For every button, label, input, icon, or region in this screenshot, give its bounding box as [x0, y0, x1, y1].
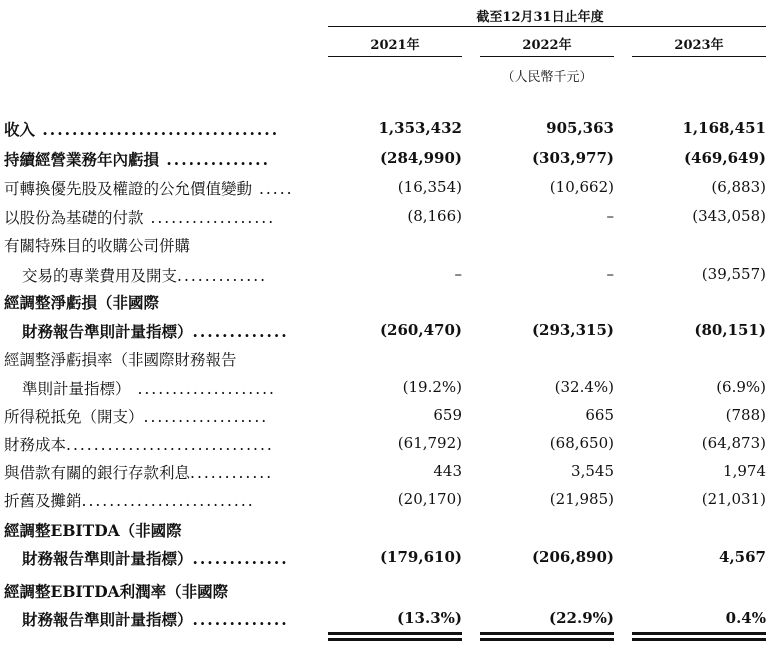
- year-rule-2023: [632, 56, 766, 57]
- row-label-net-loss: 持續經營業務年內虧損 ..............: [4, 150, 270, 169]
- row-label-bank-deposit-interest: 與借款有關的銀行存款利息............: [4, 464, 274, 482]
- row-value-spac-fees-2023: (39,557): [701, 265, 766, 283]
- row-label-spac-fees-line2: 交易的專業費用及開支.............: [22, 267, 268, 285]
- row-label-adjusted-ebitda-margin-line2: 財務報告準則計量指標）.............: [22, 610, 289, 629]
- period-header-rule: [328, 26, 766, 27]
- row-label-adjusted-net-loss-rate-line2: 準則計量指標） ....................: [22, 380, 276, 398]
- row-value-net-loss-2023: (469,649): [683, 149, 766, 167]
- period-header: 截至12月31日止年度: [476, 10, 604, 25]
- row-label-depreciation: 折舊及攤銷.........................: [4, 492, 255, 510]
- unit-label: （人民幣千元）: [501, 70, 593, 85]
- row-value-income-tax-2023: (788): [725, 406, 766, 424]
- row-value-share-based-payment-2022: –: [606, 207, 614, 225]
- row-label-spac-fees-line1: 有關特殊目的收購公司併購: [4, 237, 191, 255]
- row-value-bank-deposit-interest-2021: 443: [433, 462, 462, 480]
- total-rule-2021-bottom: [328, 638, 462, 641]
- year-header-2022: 2022年: [522, 38, 572, 53]
- row-value-adjusted-ebitda-margin-2023: 0.4%: [725, 609, 766, 627]
- row-value-adjusted-net-loss-rate-2022: (32.4%): [554, 378, 614, 396]
- row-label-revenue: 收入 ................................: [4, 120, 280, 139]
- year-rule-2021: [328, 56, 462, 57]
- row-value-depreciation-2023: (21,031): [701, 490, 766, 508]
- total-rule-2022-bottom: [480, 638, 614, 641]
- row-value-revenue-2023: 1,168,451: [682, 119, 766, 137]
- row-value-adjusted-ebitda-2023: 4,567: [719, 548, 766, 566]
- row-value-fair-value-change-2023: (6,883): [711, 178, 766, 196]
- row-value-net-loss-2021: (284,990): [379, 149, 462, 167]
- row-value-adjusted-ebitda-2022: (206,890): [531, 548, 614, 566]
- row-label-adjusted-net-loss-rate-line1: 經調整淨虧損率（非國際財務報告: [4, 351, 237, 369]
- total-rule-2021-top: [328, 632, 462, 635]
- row-value-adjusted-ebitda-2021: (179,610): [379, 548, 462, 566]
- row-value-finance-cost-2022: (68,650): [549, 434, 614, 452]
- year-header-2021: 2021年: [370, 38, 420, 53]
- row-value-adjusted-net-loss-rate-2023: (6.9%): [716, 378, 766, 396]
- row-value-share-based-payment-2023: (343,058): [692, 207, 766, 225]
- row-label-adjusted-net-loss-line2: 財務報告準則計量指標）.............: [22, 322, 289, 341]
- row-value-adjusted-net-loss-rate-2021: (19.2%): [402, 378, 462, 396]
- row-value-fair-value-change-2021: (16,354): [397, 178, 462, 196]
- row-value-fair-value-change-2022: (10,662): [549, 178, 614, 196]
- row-value-bank-deposit-interest-2022: 3,545: [571, 462, 614, 480]
- row-label-adjusted-ebitda-line2: 財務報告準則計量指標）.............: [22, 549, 289, 568]
- row-label-finance-cost: 財務成本..............................: [4, 436, 274, 454]
- row-value-adjusted-ebitda-margin-2022: (22.9%): [549, 609, 614, 627]
- row-value-net-loss-2022: (303,977): [531, 149, 614, 167]
- row-label-share-based-payment: 以股份為基礎的付款 ..................: [4, 209, 276, 227]
- year-rule-2022: [480, 56, 614, 57]
- row-value-depreciation-2021: (20,170): [397, 490, 462, 508]
- row-label-fair-value-change: 可轉換優先股及權證的公允價值變動 .....: [4, 180, 294, 198]
- row-value-revenue-2022: 905,363: [546, 119, 614, 137]
- row-label-adjusted-ebitda-line1: 經調整EBITDA（非國際: [4, 521, 182, 540]
- row-value-share-based-payment-2021: (8,166): [407, 207, 462, 225]
- row-value-income-tax-2021: 659: [433, 406, 462, 424]
- row-value-spac-fees-2022: –: [606, 265, 614, 283]
- row-value-finance-cost-2023: (64,873): [701, 434, 766, 452]
- row-value-income-tax-2022: 665: [585, 406, 614, 424]
- row-value-adjusted-ebitda-margin-2021: (13.3%): [397, 609, 462, 627]
- total-rule-2023-bottom: [632, 638, 766, 641]
- total-rule-2022-top: [480, 632, 614, 635]
- row-label-income-tax: 所得税抵免（開支）..................: [4, 408, 269, 426]
- total-rule-2023-top: [632, 632, 766, 635]
- row-value-adjusted-net-loss-2023: (80,151): [694, 321, 766, 339]
- row-value-adjusted-net-loss-2021: (260,470): [379, 321, 462, 339]
- row-label-adjusted-net-loss-line1: 經調整淨虧損（非國際: [4, 293, 160, 312]
- row-value-spac-fees-2021: –: [454, 265, 462, 283]
- row-value-finance-cost-2021: (61,792): [397, 434, 462, 452]
- row-value-revenue-2021: 1,353,432: [378, 119, 462, 137]
- row-label-adjusted-ebitda-margin-line1: 經調整EBITDA利潤率（非國際: [4, 582, 229, 601]
- row-value-depreciation-2022: (21,985): [549, 490, 614, 508]
- year-header-2023: 2023年: [674, 38, 724, 53]
- row-value-bank-deposit-interest-2023: 1,974: [723, 462, 766, 480]
- row-value-adjusted-net-loss-2022: (293,315): [531, 321, 614, 339]
